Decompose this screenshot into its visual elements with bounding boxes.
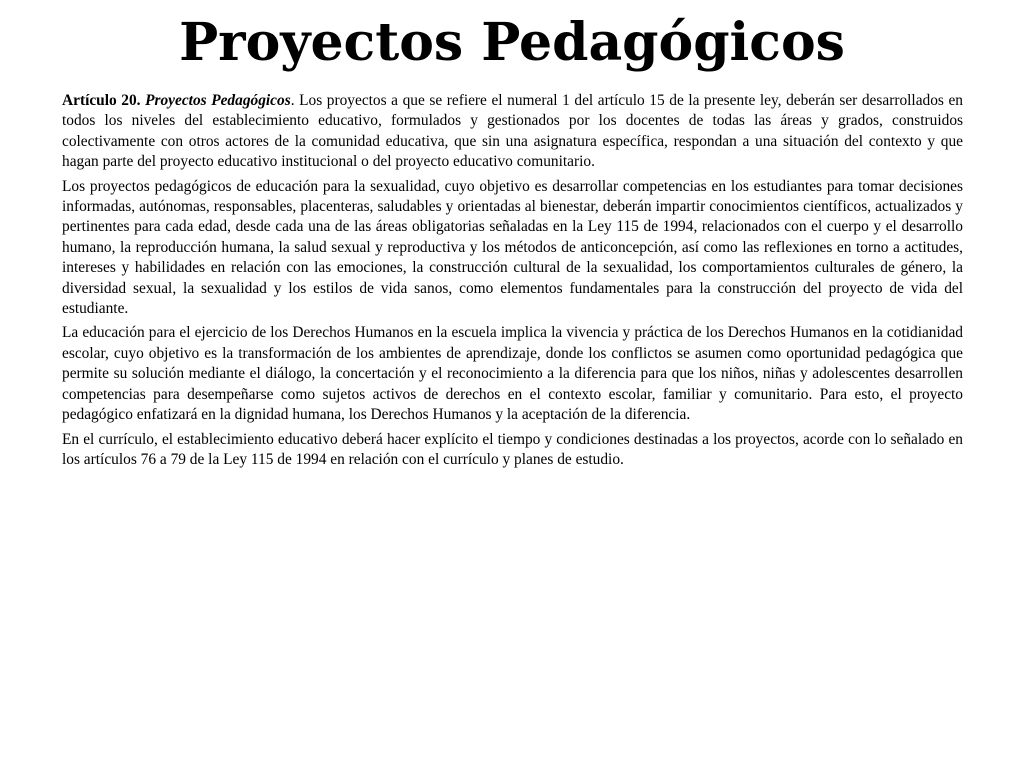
paragraph-curriculum: En el currículo, el establecimiento educativo deberá hacer explícito el tiempo y condiciones destinadas a los proyectos, acorde con lo señalado en los artículos 76 a 79 de la Ley 115 de 1994 en relación con el currículo y planes de estudio.: [62, 430, 963, 468]
article-intro-text: Los proyectos a que se refiere el numeral 1 del artículo 15 de la presente ley, deberán ser desarrollados en todos los niveles del establecimiento educativo, formulados y gestionados por los docentes de todas las áreas y grados, construidos colectivamente con otros actores de la comunidad educativa, que sin una asignatura específica, respondan a una situación del contexto y que hagan parte del proyecto educativo institucional o del proyecto educativo comunitario.: [62, 92, 964, 171]
article-heading-punctuation: .: [290, 92, 295, 109]
document-body: [62, 91, 963, 474]
article-label: Artículo 20.: [62, 92, 141, 109]
page-title: Proyectos Pedagógicos: [179, 12, 845, 73]
paragraph-human-rights-education: La educación para el ejercicio de los Derechos Humanos en la escuela implica la vivencia y práctica de los Derechos Humanos en la cotidianidad escolar, cuyo objetivo es la transformación de los ambientes de aprendizaje, donde los conflictos se asumen como oportunidad pedagógica que permite su solución mediante el diálogo, la concertación y el reconocimiento a la diferencia para que los niños, niñas y adolescentes desarrollen competencias para desempeñarse como sujetos activos de derechos en el contexto escolar, familiar y comunitario. Para esto, el proyecto pedagógico enfatizará en la dignidad humana, los Derechos Humanos y la aceptación de la diferencia.: [62, 324, 963, 424]
article-paragraph: [62, 91, 963, 173]
paragraph-sexuality-education: Los proyectos pedagógicos de educación para la sexualidad, cuyo objetivo es desarrollar competencias en los estudiantes para tomar decisiones informadas, autónomas, responsables, placenteras, saludables y orientadas al bienestar, deberán impartir conocimientos científicos, actualizados y pertinentes para cada edad, desde cada una de las áreas obligatorias señaladas en la Ley 115 de 1994, relacionados con el cuerpo y el desarrollo humano, la reproducción humana, la salud sexual y reproductiva y los métodos de anticoncepción, así como las reflexiones en torno a actitudes, intereses y habilidades en relación con las emociones, la construcción cultural de la sexualidad, los comportamientos culturales de género, la diversidad sexual, la sexualidad y los estilos de vida sanos, como elementos fundamentales para la construcción del proyecto de vida del estudiante.: [62, 177, 963, 318]
article-heading: Proyectos Pedagógicos: [145, 92, 291, 109]
